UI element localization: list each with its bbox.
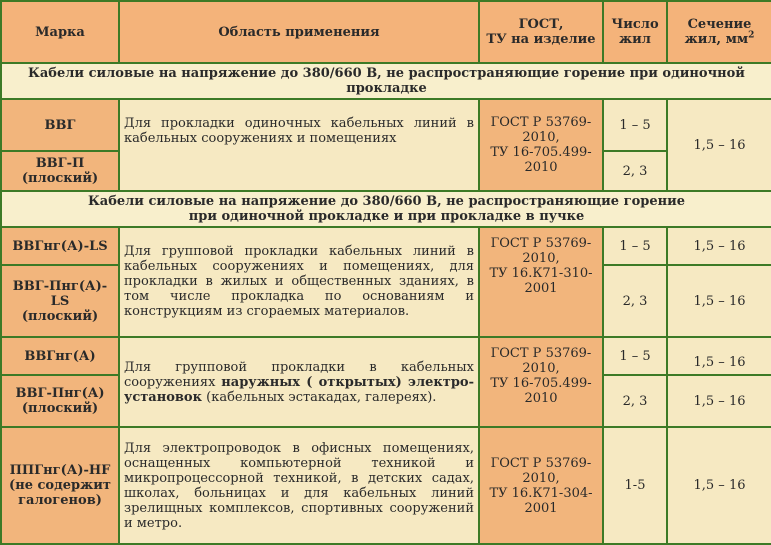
cores-vvg-p: 2, 3 [603,151,667,191]
table-row [1,99,771,151]
section-vvgng-1: 1,5 – 16 [667,337,771,375]
section-row [1,63,771,99]
header-section-sup: 2 [748,30,755,41]
header-section-line2: жил, мм [684,32,749,47]
header-mark: Марка [1,1,119,63]
table-row [1,227,771,265]
mark-vvg-png-ls: ВВГ-Пнг(А)- LS (плоский) [1,265,119,337]
gost-vvgng: ГОСТ Р 53769- 2010, ТУ 16-705.499- 2010 [479,337,603,427]
area-ppgng-hf: Для электропроводок в офисных помещениях, оснащенных компьютерной техникой и микропроцессорной техникой, в детских садах, школах, больницах и для кабельных линий зрелищных комплексов, спортивных сооружений и метро. [119,427,479,544]
section-vvgng-ls-2: 1,5 – 16 [667,265,771,337]
table-row [1,427,771,544]
header-gost-line2: ТУ на изделие [486,32,596,47]
header-row [1,1,771,63]
mark-vvg: ВВГ [1,99,119,151]
mark-ppgng-hf: ППГнг(А)-HF (не содержит галогенов) [1,427,119,544]
mark-vvg-p: ВВГ-П (плоский) [1,151,119,191]
area-vvgng-bold: наружных ( открытых) электро-установок [124,374,474,405]
section-vvg: 1,5 – 16 [667,99,771,191]
section-vvgng-ls-1: 1,5 – 16 [667,227,771,265]
area-vvg: Для прокладки одиночных кабельных линий в кабельных сооружениях и помещениях [119,99,479,191]
mark-vvgng-ls: ВВГнг(А)-LS [1,227,119,265]
mark-vvg-png: ВВГ-Пнг(А) (плоский) [1,375,119,427]
header-gost [479,1,603,63]
cores-vvgng-ls: 1 – 5 [603,227,667,265]
header-section [667,1,771,63]
cores-vvg: 1 – 5 [603,99,667,151]
header-cores-line2: жил [619,32,651,47]
header-area: Область применения [119,1,479,63]
header-cores [603,1,667,63]
table-row [1,337,771,375]
gost-vvgng-ls: ГОСТ Р 53769- 2010, ТУ 16.К71-310- 2001 [479,227,603,337]
cores-vvgng: 1 – 5 [603,337,667,375]
section-title-1: Кабели силовые на напряжение до 380/660 В, не распространяющие горение при одиночной прокладке [1,63,771,99]
section-ppgng-hf: 1,5 – 16 [667,427,771,544]
cores-ppgng-hf: 1-5 [603,427,667,544]
area-vvgng-ls: Для групповой прокладки кабельных линий в кабельных сооружениях и помещениях, для прокладки в жилых и общественных зданиях, в том числе прокладка по основаниям и конструкциям из сгораемых материалов. [119,227,479,337]
header-gost-line1: ГОСТ, [518,17,564,32]
section-title-2: Кабели силовые на напряжение до 380/660 В, не распространяющие горение при одиночной прокладке и при прокладке в пучке [1,191,771,227]
gost-vvg: ГОСТ Р 53769- 2010, ТУ 16-705.499- 2010 [479,99,603,191]
gost-ppgng-hf: ГОСТ Р 53769- 2010, ТУ 16.К71-304- 2001 [479,427,603,544]
mark-vvgng: ВВГнг(А) [1,337,119,375]
header-cores-line1: Число [611,17,659,32]
area-vvgng: Для групповой прокладки в кабельных сооружениях наружных ( открытых) электро-установок (кабельных эстакадах, галереях). [119,337,479,427]
header-section-line1: Сечение [687,17,752,32]
section-row [1,191,771,227]
cores-vvg-png-ls: 2, 3 [603,265,667,337]
cores-vvg-png: 2, 3 [603,375,667,427]
section-vvgng-2: 1,5 – 16 [667,375,771,427]
